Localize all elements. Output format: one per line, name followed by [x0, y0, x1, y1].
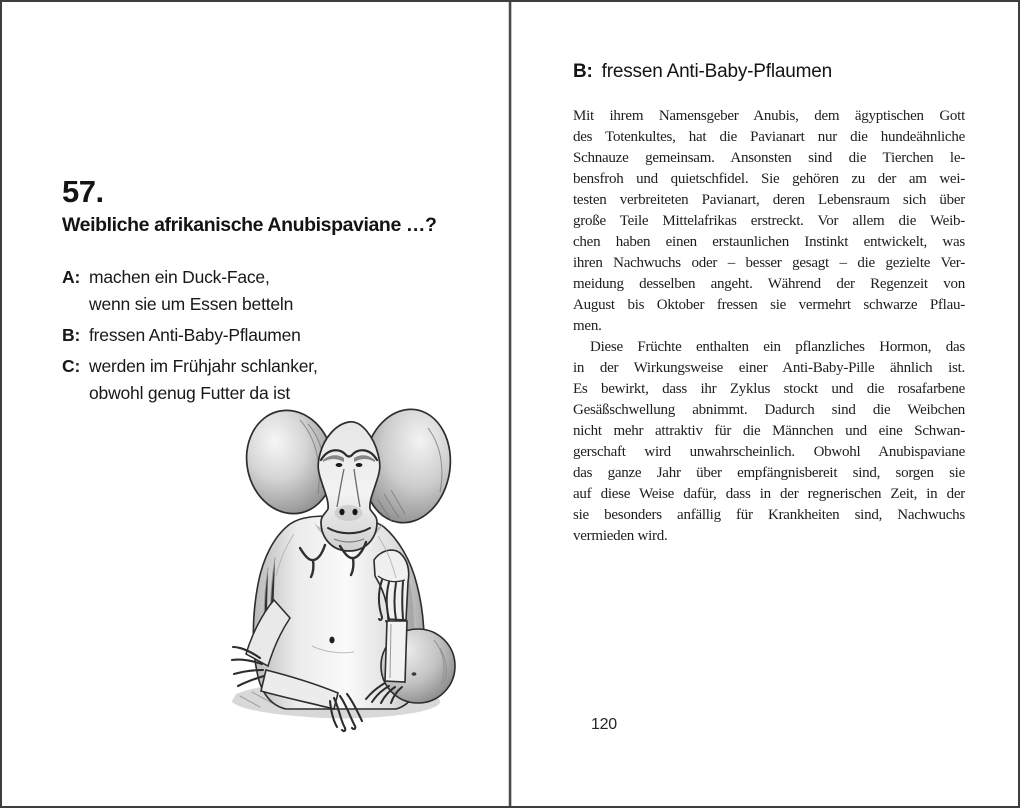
option-a-line-2: wenn sie um Essen betteln — [89, 294, 294, 314]
body-line: sie besonders anfällig für Krankheiten sind, Nachwuchs — [573, 507, 965, 523]
option-b-line-1: fressen Anti-Baby-Pflaumen — [89, 325, 301, 345]
body-line: Mit ihrem Namensgeber Anubis, dem ägyptischen Gott — [573, 108, 965, 124]
body-line: gerschaft wird unwahrscheinlich. Obwohl Anubispaviane — [573, 444, 965, 460]
option-c-label: C: — [62, 356, 81, 376]
body-line: vermieden wird. — [573, 528, 668, 544]
left-page — [2, 2, 509, 806]
body-line: Gesäßschwellung abnimmt. Dadurch sind die Weibchen — [573, 402, 965, 418]
option-b — [62, 322, 472, 349]
answer-body — [573, 106, 965, 547]
answer-heading — [573, 61, 832, 83]
body-line: testen verbreiteten Pavianart, deren Lebensraum sich über — [573, 192, 965, 208]
option-c-line-2: obwohl genug Futter da ist — [89, 383, 291, 403]
page-divider — [509, 0, 511, 808]
body-line: große Teile Mittelafrikas erstreckt. Vor allem die Weib- — [573, 213, 965, 229]
body-line: Schnauze gemeinsam. Ansonsten sind die Tierchen le- — [573, 150, 965, 166]
baboon-illustration — [228, 408, 470, 752]
body-line: Es bewirkt, dass ihr Zyklus stockt und die rosafarbene — [573, 381, 965, 397]
page-number: 120 — [591, 716, 617, 733]
option-c — [62, 353, 472, 407]
right-page — [512, 2, 1018, 806]
option-c-line-1: werden im Frühjahr schlanker, — [89, 356, 318, 376]
body-line: nicht mehr attraktiv für die Männchen und eine Schwan- — [573, 423, 965, 439]
option-a-text — [89, 264, 293, 318]
answer-heading-text: fressen Anti-Baby-Pflaumen — [601, 61, 832, 82]
body-line: ihren Nachwuchs oder – besser gesagt – die gezielte Ver- — [573, 255, 965, 271]
option-c-text — [89, 353, 318, 407]
body-line: men. — [573, 318, 602, 334]
option-b-label: B: — [62, 325, 81, 345]
option-a — [62, 264, 472, 318]
body-line: chen haben einen erstaunlichen Instinkt entwickelt, was — [573, 234, 965, 250]
option-a-line-1: machen ein Duck-Face, — [89, 267, 270, 287]
body-line: meidung desselben angeht. Während der Regenzeit von — [573, 276, 965, 292]
body-line: auf diese Weise dafür, dass in der regnerischen Zeit, in der — [573, 486, 965, 502]
body-line: Diese Früchte enthalten ein pflanzliches Hormon, das — [590, 339, 965, 355]
answer-options — [62, 264, 472, 411]
answer-heading-label: B: — [573, 61, 593, 82]
option-a-label: A: — [62, 267, 81, 287]
body-line: des Totenkultes, hat die Pavianart nur die hundeähnliche — [573, 129, 965, 145]
question-title: Weibliche afrikanische Anubispaviane …? — [62, 214, 437, 236]
body-line: August bis Oktober fressen sie vermehrt schwarze Pflau- — [573, 297, 965, 313]
body-line: das ganze Jahr über empfängnisbereit sind, sorgen sie — [573, 465, 965, 481]
question-number: 57. — [62, 174, 104, 209]
body-line: bensfroh und quietschfidel. Sie gehören zu der am wei- — [573, 171, 965, 187]
body-line: in der Wirkungsweise einer Anti-Baby-Pille ähnlich ist. — [573, 360, 965, 376]
option-b-text — [89, 322, 301, 349]
